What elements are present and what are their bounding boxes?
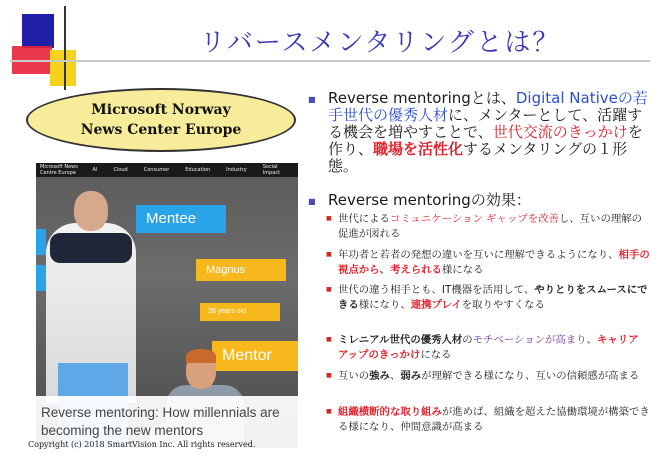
photo-side-sign: [36, 265, 46, 291]
text: するメンタリングの１形態。: [328, 140, 628, 175]
photo-nav-item: Industry: [226, 167, 247, 173]
decor-vertical-line: [64, 6, 66, 90]
photo-nav-bar: [36, 163, 298, 177]
sub-bullet-icon: ■: [326, 408, 332, 415]
sign-age: 28 years old: [200, 303, 280, 321]
article-photo: [36, 163, 298, 448]
sub-bullet-3: [326, 283, 650, 312]
text: 世代の違う相手とも、IT機器を活用して、: [338, 284, 535, 296]
highlight-generation-exchange: 世代交流のきっかけ: [492, 123, 628, 141]
sign-mentor: Mentor: [212, 341, 298, 371]
photo-side-sign: [36, 229, 46, 255]
highlight: 連携プレイ: [410, 298, 462, 311]
sub-bullet-icon: ■: [326, 286, 332, 293]
text: 年功者と若者の発想の違いを互いに理解できるようになり、: [338, 249, 619, 261]
decor-yellow-block: [50, 50, 76, 86]
photo-nav-item: Consumer: [143, 167, 170, 173]
highlight: 弱み: [400, 370, 422, 382]
photo-nav-item: Cloud: [113, 167, 128, 173]
sub-bullet-icon: ■: [326, 372, 332, 379]
text: が進めば、組織を超えた協働環境が構築できる様になり、仲間意識が高まる: [338, 406, 650, 433]
text: に、メンターとして、活躍する機会を増やすことで、: [328, 106, 643, 141]
text: 様になり、: [358, 298, 411, 311]
sub-bullet-icon: ■: [326, 215, 332, 222]
photo-person-mentee-head: [74, 191, 108, 231]
sub-bullet-5: [326, 369, 650, 384]
bullet-effects-heading: [328, 192, 648, 209]
photo-caption: Reverse mentoring: How millennials are becoming the new mentors: [36, 396, 298, 448]
highlight-workplace-activation: 職場を活性化: [373, 140, 464, 158]
text: を取りやすくなる: [461, 298, 545, 311]
text: とは、: [470, 89, 516, 107]
photo-person-mentor-hair: [186, 349, 216, 363]
decor-blue-block: [22, 14, 54, 48]
text: の: [462, 334, 473, 346]
sub-bullet-2: [326, 248, 650, 277]
photo-nav-brand: Microsoft News Centre Europe: [40, 164, 78, 176]
bullet-square-icon: ■: [308, 95, 316, 104]
photo-person-mentee-sweater: [50, 233, 132, 263]
text: 互いの: [338, 370, 370, 382]
sub-bullet-icon: ■: [326, 251, 332, 258]
highlight: やりとりをスムースにできる: [338, 284, 648, 311]
photo-nav-item: AI: [92, 167, 98, 173]
text: が理解できる様になり、互いの信頼感が高まる: [421, 370, 640, 382]
sub-bullet-icon: ■: [326, 336, 332, 343]
term-reverse-mentoring: Reverse mentoring: [328, 191, 471, 209]
text: 世代による: [338, 213, 390, 225]
sub-bullet-4: [326, 333, 650, 362]
sub-bullet-6: [326, 405, 650, 434]
text: し、互いの理解の促進が図れる: [338, 213, 643, 240]
decor-horizontal-line: [10, 60, 650, 62]
text: 、: [389, 370, 401, 382]
photo-nav-item: Social Impact: [262, 164, 281, 176]
oval-line-2: News Center Europe: [80, 122, 242, 138]
source-oval: [26, 88, 296, 152]
highlight: ミレニアル世代の優秀人材: [338, 334, 463, 346]
highlight: 相手の視点から、考えられる: [338, 249, 650, 276]
photo-nav-item: Education: [185, 167, 211, 173]
highlight: キャリア アップのきっかけ: [338, 334, 639, 361]
oval-line-1: Microsoft Norway: [91, 102, 231, 118]
bullet-definition: [328, 90, 648, 175]
highlight-digital-native: Digital Nativeの若手世代の優秀人材: [328, 89, 648, 124]
copyright-notice: Copyright (c) 2018 SmartVision Inc. All rights reserved.: [28, 440, 256, 449]
text: になる: [420, 348, 452, 361]
highlight: モチベーションが高まり: [472, 334, 587, 346]
text: 様になる: [441, 263, 484, 276]
sub-bullet-1: [326, 212, 650, 241]
sign-mentee: Mentee: [136, 205, 226, 233]
slide-title: リバースメンタリングとは？: [199, 28, 561, 58]
highlight: 組織横断的な取り組み: [338, 406, 442, 418]
sign-magnus: Magnus: [196, 259, 286, 281]
text: 、: [586, 334, 597, 346]
term-reverse-mentoring: Reverse mentoring: [328, 89, 471, 107]
text: を作り、: [328, 123, 643, 158]
bullet-square-icon: ■: [308, 197, 316, 206]
text: の効果：: [470, 191, 531, 209]
highlight: コミュニケーション ギャップを改善: [389, 213, 559, 225]
highlight: 強み: [369, 370, 390, 382]
